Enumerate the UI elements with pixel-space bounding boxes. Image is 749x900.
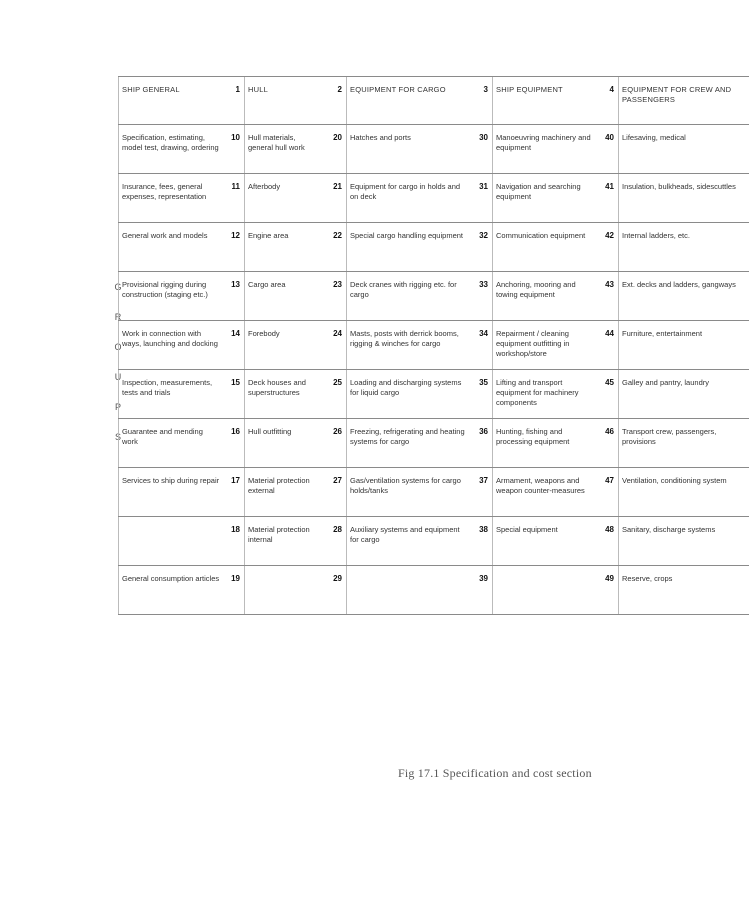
cost-item-label: General work and models: [119, 223, 223, 272]
cost-item-label: Special cargo handling equipment: [347, 223, 473, 272]
side-letter: U: [114, 372, 122, 382]
cost-item-label: Freezing, refrigerating and heating systems for cargo: [347, 419, 473, 468]
cost-item-label: Masts, posts with derrick booms, rigging & winches for cargo: [347, 321, 473, 370]
group-number: 4: [597, 77, 619, 125]
item-number: 31: [473, 174, 493, 223]
side-letter: O: [114, 342, 122, 352]
item-number: 20: [321, 125, 347, 174]
cost-item-label: Galley and pantry, laundry: [619, 370, 749, 419]
group-header-label: SHIP GENERAL: [119, 77, 223, 125]
item-number: 37: [473, 468, 493, 517]
group-number: 1: [223, 77, 245, 125]
table-header-row: [119, 77, 749, 125]
cost-item-label: Furniture, entertainment: [619, 321, 749, 370]
cost-item-label: Cargo area: [245, 272, 321, 321]
cost-item-label: Lifesaving, medical: [619, 125, 749, 174]
cost-item-label: Manoeuvring machinery and equipment: [493, 125, 597, 174]
item-number: 39: [473, 566, 493, 615]
cost-item-label: Lifting and transport equipment for machinery components: [493, 370, 597, 419]
cost-item-label: Sanitary, discharge systems: [619, 517, 749, 566]
item-number: 35: [473, 370, 493, 419]
table-row: [119, 566, 749, 615]
cost-item-label: Auxiliary systems and equipment for cargo: [347, 517, 473, 566]
table-row: [119, 125, 749, 174]
item-number: 17: [223, 468, 245, 517]
cost-item-label: [347, 566, 473, 615]
item-number: 29: [321, 566, 347, 615]
item-number: 12: [223, 223, 245, 272]
item-number: 36: [473, 419, 493, 468]
item-number: 13: [223, 272, 245, 321]
cost-item-label: [493, 566, 597, 615]
cost-item-label: Insurance, fees, general expenses, representation: [119, 174, 223, 223]
item-number: 26: [321, 419, 347, 468]
table-body: [119, 77, 749, 615]
cost-item-label: Material protection external: [245, 468, 321, 517]
item-number: 15: [223, 370, 245, 419]
cost-item-label: Communication equipment: [493, 223, 597, 272]
group-header-label: EQUIPMENT FOR CREW AND PASSENGERS: [619, 77, 749, 125]
item-number: 25: [321, 370, 347, 419]
item-number: 14: [223, 321, 245, 370]
item-number: 43: [597, 272, 619, 321]
cost-item-label: [119, 517, 223, 566]
cost-item-label: Hunting, fishing and processing equipment: [493, 419, 597, 468]
cost-item-label: Deck cranes with rigging etc. for cargo: [347, 272, 473, 321]
cost-item-label: Hull materials, general hull work: [245, 125, 321, 174]
item-number: 48: [597, 517, 619, 566]
group-number: 3: [473, 77, 493, 125]
item-number: 27: [321, 468, 347, 517]
item-number: 30: [473, 125, 493, 174]
cost-item-label: Navigation and searching equipment: [493, 174, 597, 223]
group-header-label: SHIP EQUIPMENT: [493, 77, 597, 125]
cost-item-label: Hatches and ports: [347, 125, 473, 174]
specification-cost-table: [118, 76, 749, 615]
item-number: 41: [597, 174, 619, 223]
item-number: 46: [597, 419, 619, 468]
group-header-label: EQUIPMENT FOR CARGO: [347, 77, 473, 125]
table-row: [119, 419, 749, 468]
item-number: 28: [321, 517, 347, 566]
table-row: [119, 321, 749, 370]
table-row: [119, 517, 749, 566]
cost-item-label: Special equipment: [493, 517, 597, 566]
cost-item-label: [245, 566, 321, 615]
cost-item-label: Inspection, measurements, tests and trials: [119, 370, 223, 419]
item-number: 23: [321, 272, 347, 321]
table-row: [119, 468, 749, 517]
cost-item-label: Afterbody: [245, 174, 321, 223]
cost-item-label: Deck houses and superstructures: [245, 370, 321, 419]
item-number: 19: [223, 566, 245, 615]
side-letter: S: [114, 432, 121, 442]
item-number: 21: [321, 174, 347, 223]
item-number: 45: [597, 370, 619, 419]
item-number: 16: [223, 419, 245, 468]
cost-item-label: Gas/ventilation systems for cargo holds/tanks: [347, 468, 473, 517]
cost-item-label: Insulation, bulkheads, sidescuttles: [619, 174, 749, 223]
cost-item-label: Ventilation, conditioning system: [619, 468, 749, 517]
item-number: 33: [473, 272, 493, 321]
item-number: 49: [597, 566, 619, 615]
item-number: 47: [597, 468, 619, 517]
cost-item-label: Material protection internal: [245, 517, 321, 566]
item-number: 22: [321, 223, 347, 272]
group-number: 2: [321, 77, 347, 125]
cost-item-label: Guarantee and mending work: [119, 419, 223, 468]
item-number: 40: [597, 125, 619, 174]
cost-item-label: Ext. decks and ladders, gangways: [619, 272, 749, 321]
cost-item-label: Work in connection with ways, launching and docking: [119, 321, 223, 370]
table-row: [119, 370, 749, 419]
cost-item-label: Engine area: [245, 223, 321, 272]
table-row: [119, 174, 749, 223]
table-row: [119, 223, 749, 272]
cost-item-label: Anchoring, mooring and towing equipment: [493, 272, 597, 321]
figure-caption: Fig 17.1 Specification and cost section: [398, 766, 592, 780]
item-number: 38: [473, 517, 493, 566]
item-number: 24: [321, 321, 347, 370]
item-number: 32: [473, 223, 493, 272]
cost-item-label: Repairment / cleaning equipment outfitting in workshop/store: [493, 321, 597, 370]
cost-item-label: Reserve, crops: [619, 566, 749, 615]
specification-table-wrapper: [118, 76, 736, 720]
item-number: 34: [473, 321, 493, 370]
cost-item-label: Transport crew, passengers, provisions: [619, 419, 749, 468]
cost-item-label: Internal ladders, etc.: [619, 223, 749, 272]
side-letter: R: [114, 312, 122, 322]
group-header-label: HULL: [245, 77, 321, 125]
cost-item-label: Hull outfitting: [245, 419, 321, 468]
item-number: 11: [223, 174, 245, 223]
side-letter: P: [114, 402, 121, 412]
cost-item-label: Specification, estimating, model test, drawing, ordering: [119, 125, 223, 174]
cost-item-label: Provisional rigging during construction (staging etc.): [119, 272, 223, 321]
cost-item-label: Forebody: [245, 321, 321, 370]
cost-item-label: Armament, weapons and weapon counter-measures: [493, 468, 597, 517]
item-number: 10: [223, 125, 245, 174]
cost-item-label: General consumption articles: [119, 566, 223, 615]
cost-item-label: Loading and discharging systems for liquid cargo: [347, 370, 473, 419]
side-letter: G: [114, 282, 122, 292]
item-number: 18: [223, 517, 245, 566]
item-number: 42: [597, 223, 619, 272]
item-number: 44: [597, 321, 619, 370]
table-row: [119, 272, 749, 321]
cost-item-label: Equipment for cargo in holds and on deck: [347, 174, 473, 223]
cost-item-label: Services to ship during repair: [119, 468, 223, 517]
